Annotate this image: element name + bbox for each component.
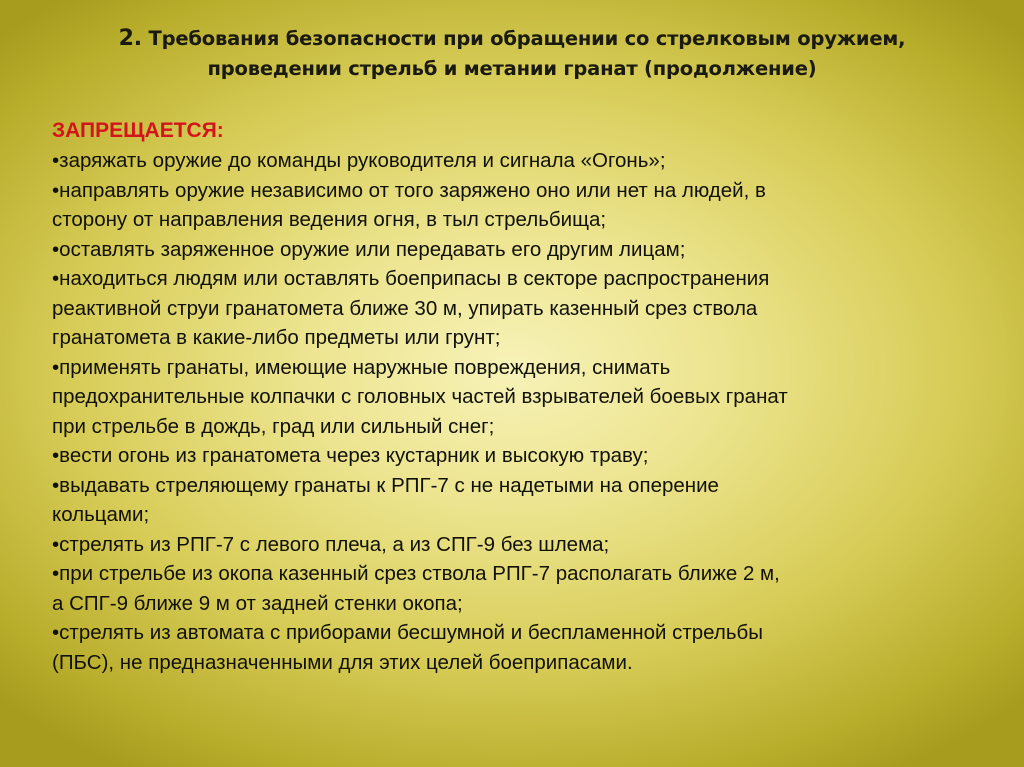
rule-item-line: •применять гранаты, имеющие наружные повреждения, снимать	[52, 355, 671, 379]
slide-title	[40, 24, 984, 84]
title-line-2: проведении стрельб и метании гранат (продолжение)	[207, 57, 817, 80]
rule-item	[52, 618, 982, 677]
title-number: 2.	[118, 26, 142, 51]
rule-item	[52, 530, 982, 560]
title-line-1	[40, 24, 984, 54]
rule-item-line: •стрелять из РПГ-7 с левого плеча, а из СПГ-9 без шлема;	[52, 532, 610, 556]
rule-item-line: кольцами;	[52, 503, 150, 526]
rule-items	[52, 146, 982, 677]
rule-item-line: (ПБС), не предназначенными для этих целей боеприпасами.	[52, 650, 633, 674]
rule-item-line: сторону от направления ведения огня, в тыл стрельбища;	[52, 208, 607, 231]
rule-item-line: предохранительные колпачки с головных частей взрывателей боевых гранат	[52, 385, 788, 408]
rule-item-line: •оставлять заряженное оружие или передавать его другим лицам;	[52, 237, 686, 261]
rule-item-line: •направлять оружие независимо от того заряжено оно или нет на людей, в	[52, 178, 766, 202]
rules-list	[52, 116, 982, 677]
rule-item-line: •выдавать стреляющему гранаты к РПГ-7 с не надетыми на оперение	[52, 473, 719, 497]
rule-item-line: •заряжать оружие до команды руководителя и сигнала «Огонь»;	[52, 149, 666, 172]
rule-item-line: •находиться людям или оставлять боеприпасы в секторе распространения	[52, 267, 770, 290]
rule-item	[52, 264, 982, 353]
rule-item	[52, 441, 982, 471]
rule-item-line: •при стрельбе из окопа казенный срез ствола РПГ-7 располагать ближе 2 м,	[52, 562, 780, 585]
rule-item	[52, 176, 982, 235]
rule-item	[52, 471, 982, 530]
rule-item	[52, 559, 982, 618]
rule-item	[52, 146, 982, 176]
rule-item-line: •вести огонь из гранатомета через кустарник и высокую траву;	[52, 444, 649, 467]
rule-item-line: а СПГ-9 ближе 9 м от задней стенки окопа;	[52, 591, 463, 615]
prohibited-heading: ЗАПРЕЩАЕТСЯ:	[52, 119, 224, 142]
rule-item-line: гранатомета в какие-либо предметы или грунт;	[52, 326, 501, 349]
rule-item	[52, 353, 982, 442]
rule-item	[52, 235, 982, 265]
rule-item-line: реактивной струи гранатомета ближе 30 м, упирать казенный срез ствола	[52, 296, 758, 320]
rule-item-line: при стрельбе в дождь, град или сильный снег;	[52, 414, 495, 438]
rule-item-line: •стрелять из автомата с приборами бесшумной и беспламенной стрельбы	[52, 621, 764, 644]
title-text-1: Требования безопасности при обращении со стрелковым оружием,	[148, 27, 906, 50]
